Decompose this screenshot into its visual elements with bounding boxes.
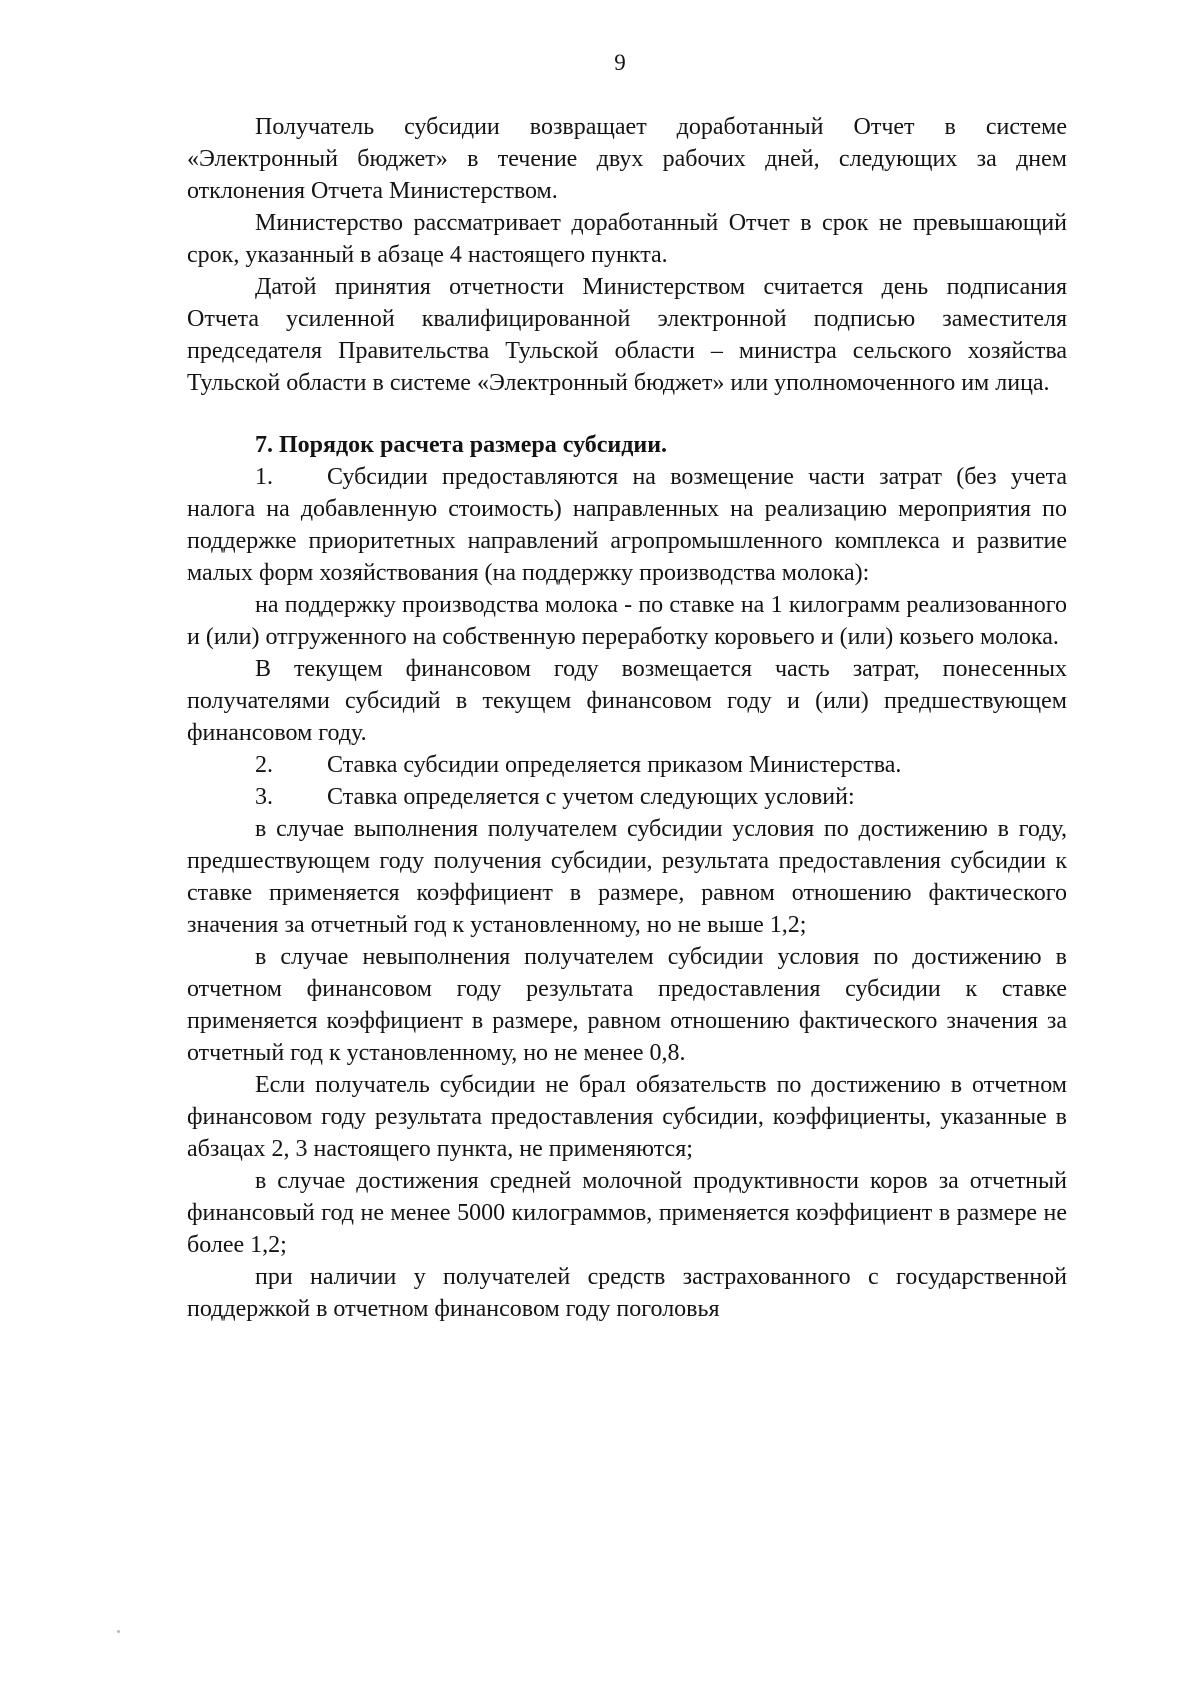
paragraph: Получатель субсидии возвращает доработанный Отчет в системе «Электронный бюджет» в течение двух рабочих дней, следующих за днем отклонения Отчета Министерством.: [187, 114, 1067, 204]
scan-speck: [117, 1630, 120, 1633]
paragraph: в случае достижения средней молочной продуктивности коров за отчетный финансовый год не менее 5000 килограммов, применяется коэффициент в размере не более 1,2;: [187, 1168, 1067, 1258]
page-number: 9: [614, 50, 626, 75]
paragraph: при наличии у получателей средств застрахованного с государственной поддержкой в отчетном финансовом году поголовья: [187, 1264, 1067, 1322]
section-heading: 7. Порядок расчета размера субсидии.: [255, 432, 668, 458]
item-text: Субсидии предоставляются на возмещение части затрат (без учета налога на добавленную стоимость) направленных на реализацию мероприятия по поддержке приоритетных направлений агропромышленного комплекса и развитие малых форм хозяйствования (на поддержку производства молока):: [187, 464, 1067, 586]
document-body: [187, 111, 1067, 1325]
numbered-item-1: [187, 461, 1067, 589]
paragraph: на поддержку производства молока - по ставке на 1 килограмм реализованного и (или) отгруженного на собственную переработку коровьего и (или) козьего молока.: [187, 592, 1067, 650]
item-text: Ставка субсидии определяется приказом Министерства.: [327, 752, 902, 778]
item-number: 3.: [255, 784, 273, 810]
numbered-item-2: [187, 749, 1067, 781]
item-number: 2.: [255, 752, 273, 778]
paragraph: в случае выполнения получателем субсидии условия по достижению в году, предшествующем году получения субсидии, результата предоставления субсидии к ставке применяется коэффициент в размере, равном отношению фактического значения за отчетный год к установленному, но не выше 1,2;: [187, 816, 1067, 938]
numbered-item-3: [187, 781, 1067, 813]
paragraph: Если получатель субсидии не брал обязательств по достижению в отчетном финансовом году результата предоставления субсидии, коэффициенты, указанные в абзацах 2, 3 настоящего пункта, не применяются;: [187, 1072, 1067, 1162]
item-text: Ставка определяется с учетом следующих условий:: [327, 784, 855, 810]
item-number: 1.: [255, 464, 273, 490]
paragraph: в случае невыполнения получателем субсидии условия по достижению в отчетном финансовом году результата предоставления субсидии к ставке применяется коэффициент в размере, равном отношению фактического значения за отчетный год к установленному, но не менее 0,8.: [187, 944, 1067, 1066]
paragraph: Датой принятия отчетности Министерством считается день подписания Отчета усиленной квалифицированной электронной подписью заместителя председателя Правительства Тульской области – министра сельского хозяйства Тульской области в системе «Электронный бюджет» или уполномоченного им лица.: [187, 274, 1067, 396]
paragraph: Министерство рассматривает доработанный Отчет в срок не превышающий срок, указанный в абзаце 4 настоящего пункта.: [187, 210, 1067, 268]
paragraph: В текущем финансовом году возмещается часть затрат, понесенных получателями субсидий в текущем финансовом году и (или) предшествующем финансовом году.: [187, 656, 1067, 746]
